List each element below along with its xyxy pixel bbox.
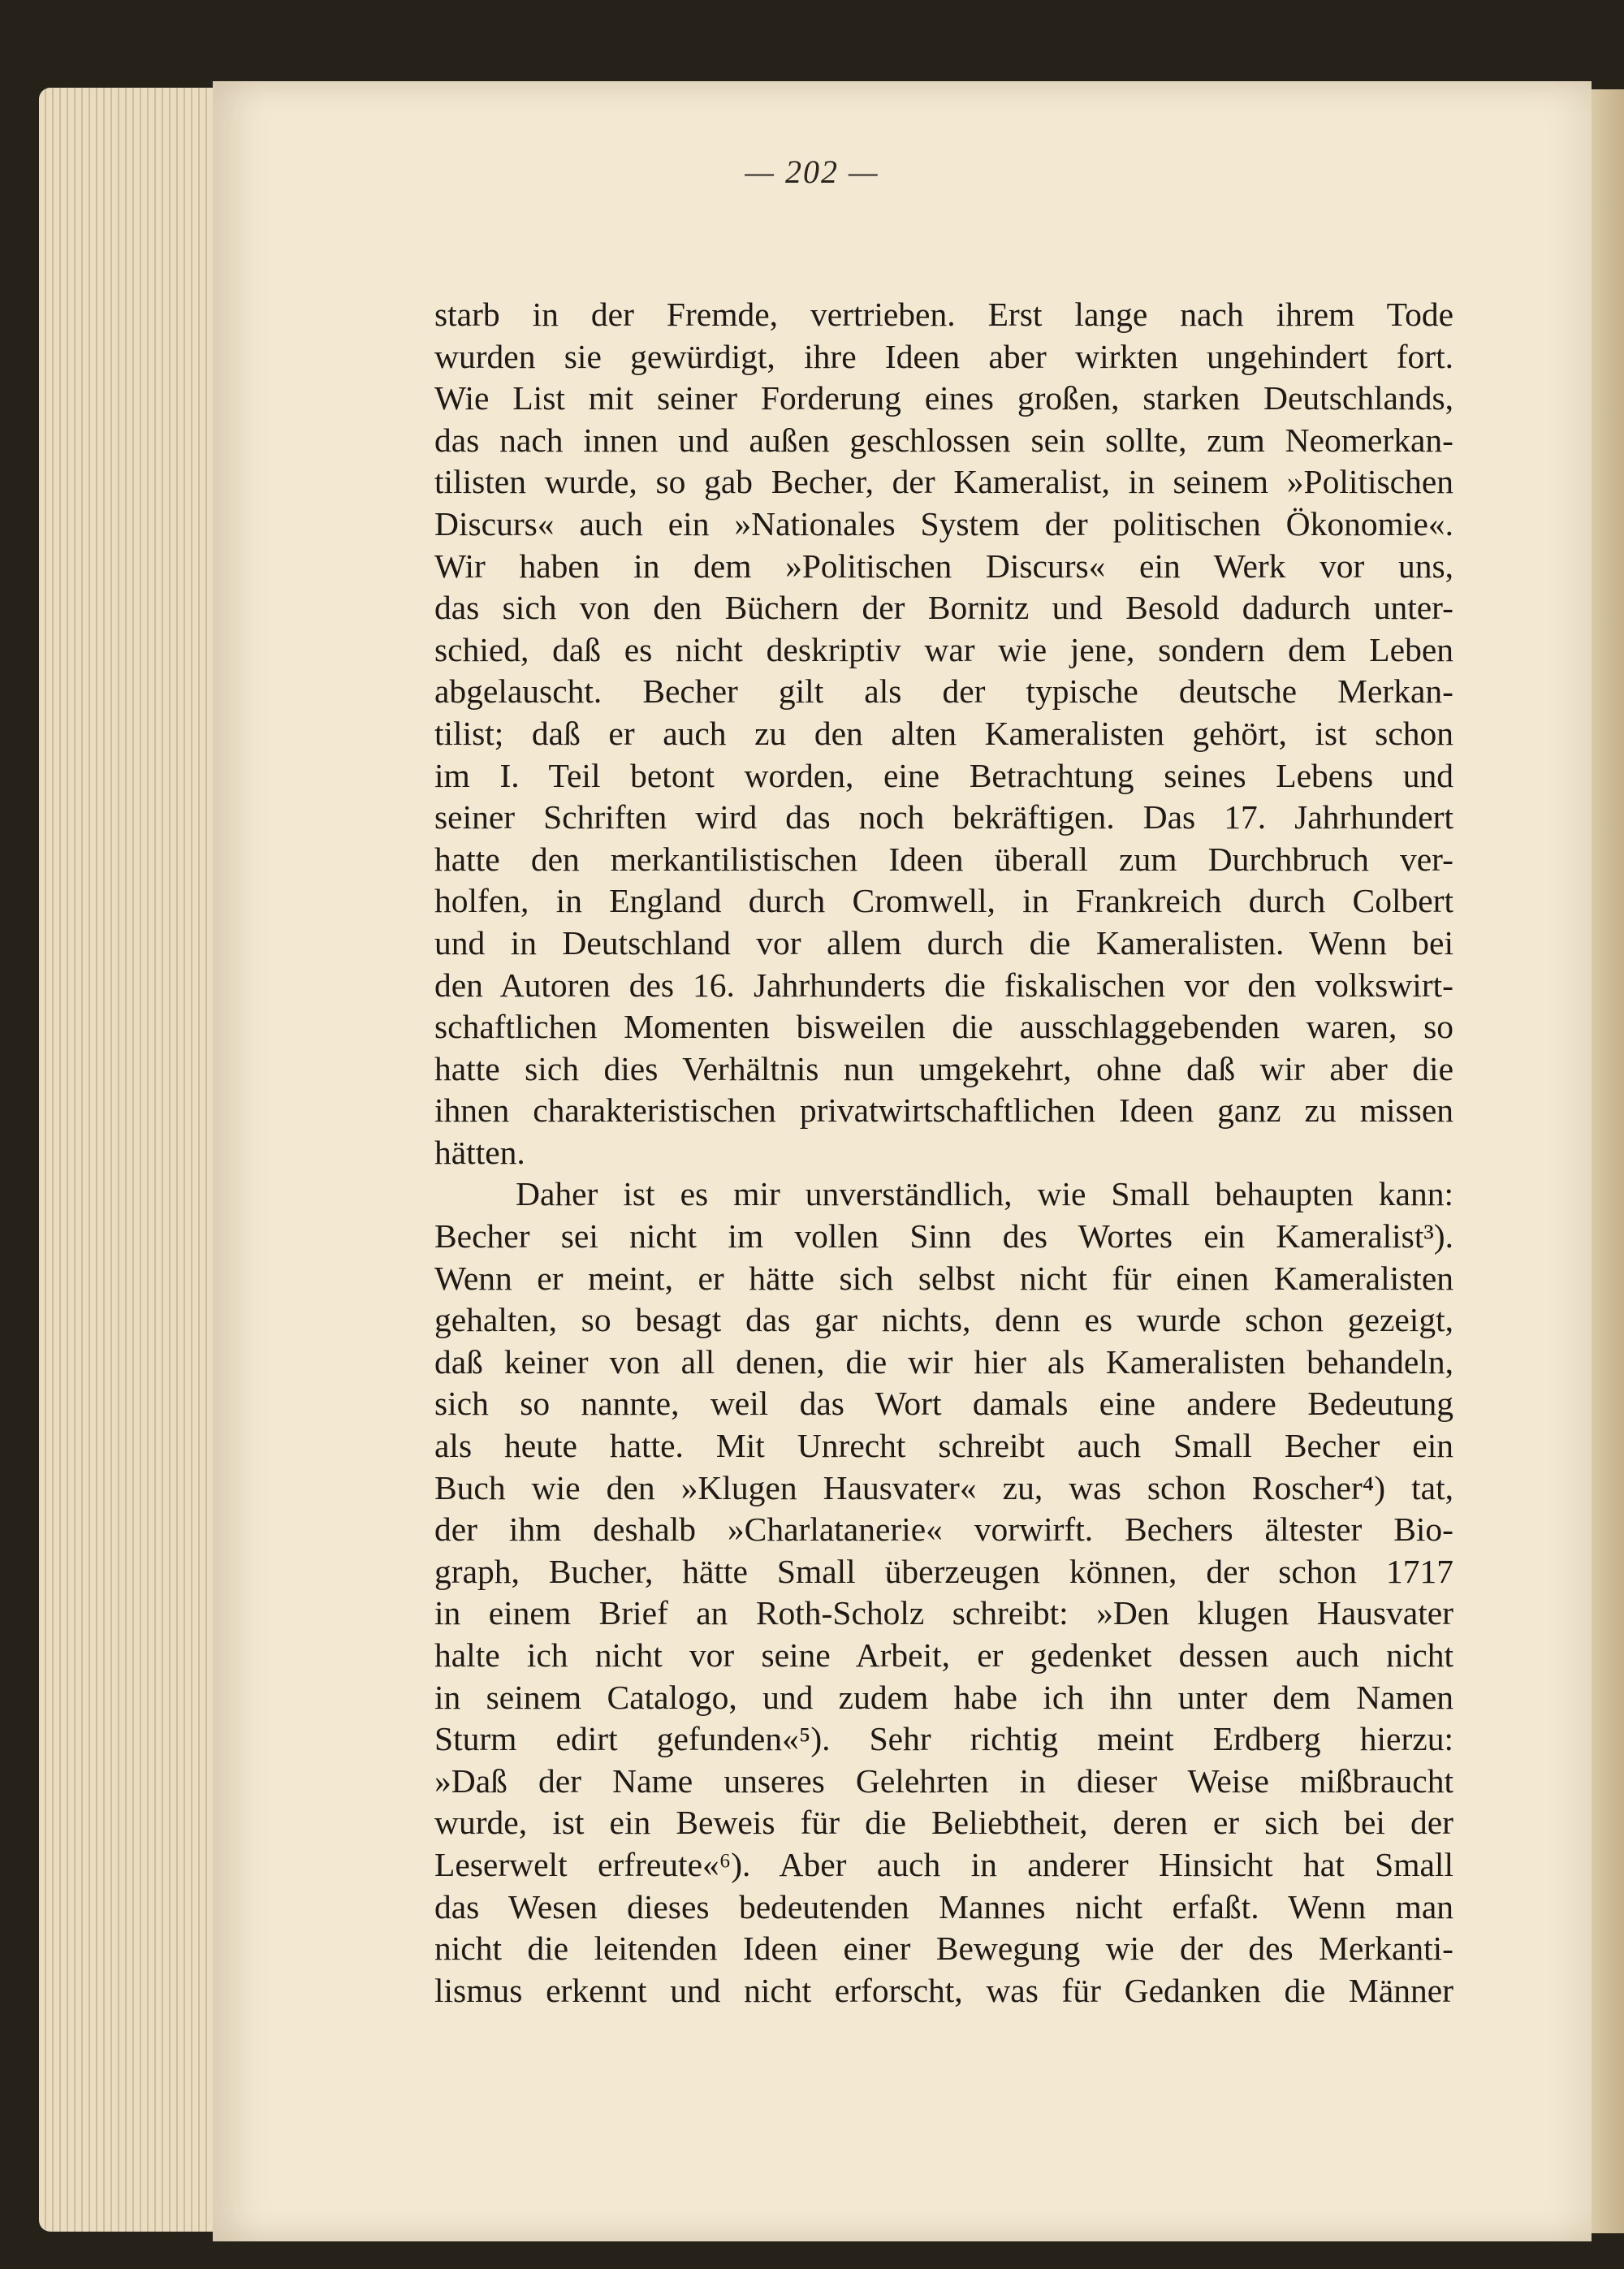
text-line: wurde, ist ein Beweis für die Beliebtheit, deren er sich bei der — [434, 1804, 1453, 1842]
text-line: abgelauscht. Becher gilt als der typische deutsche Merkan- — [434, 672, 1453, 711]
text-line: der ihm deshalb »Charlatanerie« vorwirft. Bechers ältester Bio- — [434, 1511, 1453, 1549]
text-line: Wenn er meint, er hätte sich selbst nicht für einen Kameralisten — [434, 1259, 1453, 1297]
text-line: Wir haben in dem »Politischen Discurs« ein Werk vor uns, — [434, 547, 1453, 585]
text-line: tilist; daß er auch zu den alten Kameralisten gehört, ist schon — [434, 714, 1453, 752]
body-text — [434, 294, 1453, 2012]
text-line: Discurs« auch ein »Nationales System der politischen Ökonomie«. — [434, 504, 1453, 542]
text-line: den Autoren des 16. Jahrhunderts die fiskalischen vor den volkswirt- — [434, 966, 1453, 1004]
text-line: halte ich nicht vor seine Arbeit, er gedenket dessen auch nicht — [434, 1636, 1453, 1674]
page-number: — 202 — — [745, 153, 879, 190]
text-line: tilisten wurde, so gab Becher, der Kameralist, in seinem »Politischen — [434, 463, 1453, 501]
text-line: hatte sich dies Verhältnis nun umgekehrt, ohne daß wir aber die — [434, 1049, 1453, 1087]
text-line: ihnen charakteristischen privatwirtschaftlichen Ideen ganz zu missen — [434, 1091, 1453, 1130]
text-line: sich so nannte, weil das Wort damals eine andere Bedeutung — [434, 1385, 1453, 1423]
text-line: schied, daß es nicht deskriptiv war wie jene, sondern dem Leben — [434, 630, 1453, 668]
text-line: das Wesen dieses bedeutenden Mannes nicht erfaßt. Wenn man — [434, 1887, 1453, 1925]
text-line: das nach innen und außen geschlossen sein sollte, zum Neomerkan- — [434, 421, 1453, 459]
text-line: und in Deutschland vor allem durch die Kameralisten. Wenn bei — [434, 923, 1453, 962]
facing-page-edge — [1592, 89, 1624, 2233]
text-line: daß keiner von all denen, die wir hier als Kameralisten behandeln, — [434, 1342, 1453, 1381]
text-line: als heute hatte. Mit Unrecht schreibt auch Small Becher ein — [434, 1427, 1453, 1465]
text-line: holfen, in England durch Cromwell, in Frankreich durch Colbert — [434, 882, 1453, 920]
text-line: seiner Schriften wird das noch bekräftigen. Das 17. Jahrhundert — [434, 798, 1453, 836]
text-line: Becher sei nicht im vollen Sinn des Wortes ein Kameralist³). — [434, 1217, 1453, 1256]
text-line: in seinem Catalogo, und zudem habe ich ihn unter dem Namen — [434, 1678, 1453, 1716]
text-line: lismus erkennt und nicht erforscht, was für Gedanken die Männer — [434, 1971, 1453, 2009]
text-line: Wie List mit seiner Forderung eines großen, starken Deutschlands, — [434, 379, 1453, 417]
text-line: Sturm edirt gefunden«⁵). Sehr richtig meint Erdberg hierzu: — [434, 1720, 1453, 1758]
text-line: Buch wie den »Klugen Hausvater« zu, was schon Roscher⁴) tat, — [434, 1468, 1453, 1506]
text-line: Daher ist es mir unverständlich, wie Small behaupten kann: — [516, 1175, 1453, 1213]
text-line: wurden sie gewürdigt, ihre Ideen aber wirkten ungehindert fort. — [434, 337, 1453, 375]
text-line: in einem Brief an Roth-Scholz schreibt: »Den klugen Hausvater — [434, 1594, 1453, 1632]
text-line: nicht die leitenden Ideen einer Bewegung wie der des Merkanti- — [434, 1930, 1453, 1968]
text-line: Leserwelt erfreute«⁶). Aber auch in anderer Hinsicht hat Small — [434, 1845, 1453, 1883]
book-page-edges — [39, 88, 218, 2232]
text-line: hätten. — [434, 1133, 525, 1171]
text-line: »Daß der Name unseres Gelehrten in dieser Weise mißbraucht — [434, 1761, 1453, 1800]
text-line: hatte den merkantilistischen Ideen überall zum Durchbruch ver- — [434, 840, 1453, 878]
text-line: im I. Teil betont worden, eine Betrachtung seines Lebens und — [434, 756, 1453, 794]
text-line: gehalten, so besagt das gar nichts, denn es wurde schon gezeigt, — [434, 1301, 1453, 1339]
text-line: das sich von den Büchern der Bornitz und Besold dadurch unter- — [434, 589, 1453, 627]
text-line: starb in der Fremde, vertrieben. Erst lange nach ihrem Tode — [434, 296, 1453, 333]
text-line: schaftlichen Momenten bisweilen die ausschlaggebenden waren, so — [434, 1008, 1453, 1046]
text-line: graph, Bucher, hätte Small überzeugen können, der schon 1717 — [434, 1552, 1453, 1590]
